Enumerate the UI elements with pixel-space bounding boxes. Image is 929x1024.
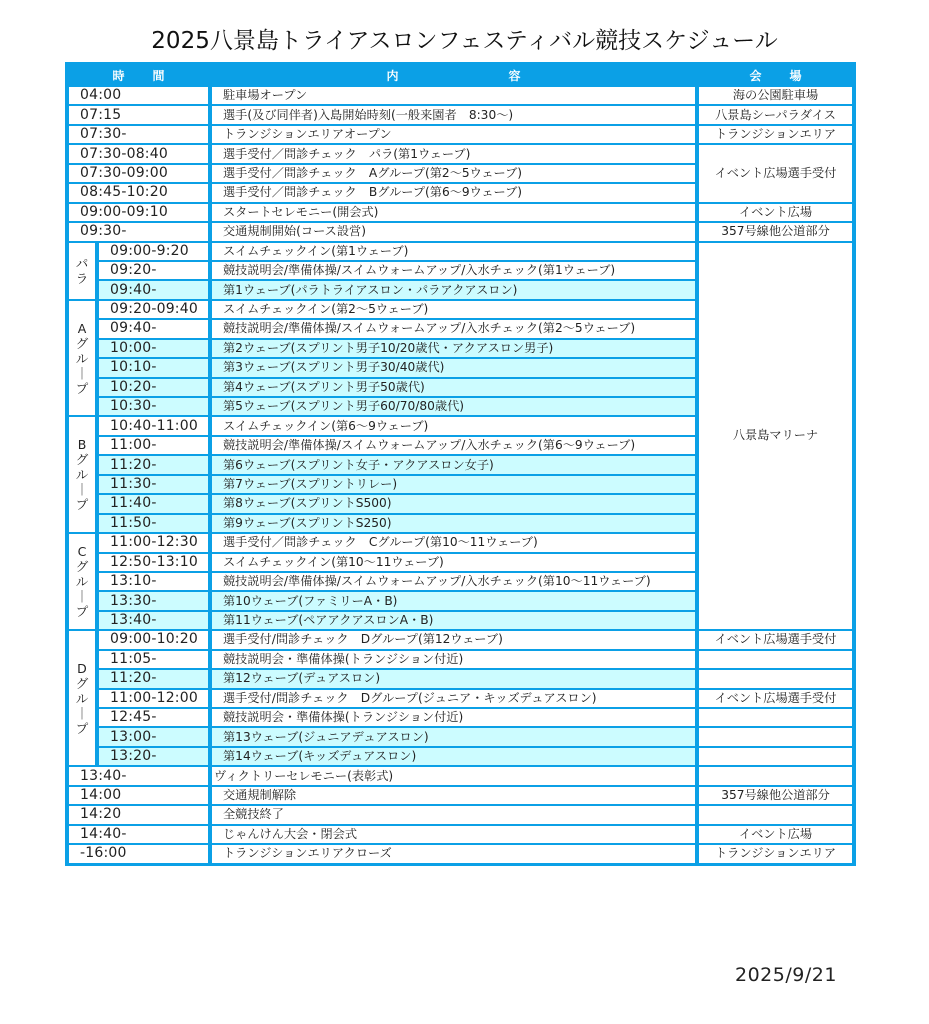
schedule-table (65, 62, 856, 866)
row-time: 11:40- (97, 494, 210, 513)
row-time: 09:20- (97, 261, 210, 280)
row-content: 選手受付／問診チェック パラ(第1ウェーブ) (210, 144, 697, 163)
row-content: ヴィクトリーセレモニー(表彰式) (210, 766, 697, 785)
row-time: 11:20- (97, 455, 210, 474)
row-venue: 357号線他公道部分 (697, 222, 854, 241)
row-time: 09:00-09:10 (67, 203, 210, 222)
row-content: 選手受付／問診チェック Bグループ(第6～9ウェーブ) (210, 183, 697, 202)
row-time: 11:00- (97, 436, 210, 455)
row-venue: イベント広場選手受付 (697, 689, 854, 708)
row-content: 第12ウェーブ(デュアスロン) (210, 669, 697, 688)
row-venue: 357号線他公道部分 (697, 786, 854, 805)
row-time: 14:40- (67, 825, 210, 844)
row-time: 09:40- (97, 319, 210, 338)
schedule-date: 2025/9/21 (735, 964, 837, 986)
row-venue: イベント広場 (697, 825, 854, 844)
row-content: 第9ウェーブ(スプリントS250) (210, 514, 697, 533)
row-content: 競技説明会/準備体操/スイムウォームアップ/入水チェック(第10～11ウェーブ) (210, 572, 697, 591)
row-venue: 八景島シーパラダイス (697, 105, 854, 124)
row-venue (697, 727, 854, 746)
row-content: 交通規制開始(コース設営) (210, 222, 697, 241)
row-content: 競技説明会/準備体操/スイムウォームアップ/入水チェック(第1ウェーブ) (210, 261, 697, 280)
table-row (67, 766, 854, 785)
row-content: 第2ウェーブ(スプリント男子10/20歳代・アクアスロン男子) (210, 339, 697, 358)
row-content: スイムチェックイン(第10～11ウェーブ) (210, 553, 697, 572)
group-label-a: A グ ル ｜ プ (67, 300, 97, 417)
row-time: 10:00- (97, 339, 210, 358)
row-venue: 海の公園駐車場 (697, 86, 854, 105)
row-content: 全競技終了 (210, 805, 697, 824)
row-time: 10:30- (97, 397, 210, 416)
table-row (67, 86, 854, 105)
row-time: 07:30- (67, 125, 210, 144)
row-time: 13:30- (97, 591, 210, 610)
row-time: 10:10- (97, 358, 210, 377)
row-content: 選手受付／問診チェック Cグループ(第10～11ウェーブ) (210, 533, 697, 552)
row-content: 第5ウェーブ(スプリント男子60/70/80歳代) (210, 397, 697, 416)
row-content: 第11ウェーブ(ペアアクアスロンA・B) (210, 611, 697, 630)
row-time: 14:00 (67, 786, 210, 805)
header-content (210, 64, 697, 86)
row-time: 09:30- (67, 222, 210, 241)
row-time: -16:00 (67, 844, 210, 863)
header-content-char-2: 容 (508, 68, 521, 83)
table-row (67, 242, 854, 261)
row-time: 09:00-10:20 (97, 630, 210, 649)
table-row (67, 689, 854, 708)
row-content: トランジションエリアクローズ (210, 844, 697, 863)
row-venue: トランジションエリア (697, 125, 854, 144)
header-time-char-2: 間 (152, 68, 165, 83)
row-content: 交通規制解除 (210, 786, 697, 805)
row-time: 12:45- (97, 708, 210, 727)
row-content: スタートセレモニー(開会式) (210, 203, 697, 222)
table-row (67, 825, 854, 844)
row-venue: イベント広場 (697, 203, 854, 222)
row-time: 11:50- (97, 514, 210, 533)
row-venue (697, 766, 854, 785)
row-content: スイムチェックイン(第6～9ウェーブ) (210, 416, 697, 435)
row-time: 13:00- (97, 727, 210, 746)
table-row (67, 222, 854, 241)
row-time: 09:00-9:20 (97, 242, 210, 261)
group-label-para: パ ラ (67, 242, 97, 300)
row-content: 選手受付/問診チェック Dグループ(第12ウェーブ) (210, 630, 697, 649)
venue-marina: 八景島マリーナ (697, 242, 854, 631)
row-time: 11:00-12:30 (97, 533, 210, 552)
row-time: 07:15 (67, 105, 210, 124)
table-row (67, 708, 854, 727)
row-time: 13:20- (97, 747, 210, 766)
row-content: 第8ウェーブ(スプリントS500) (210, 494, 697, 513)
row-time: 09:40- (97, 280, 210, 299)
group-label-c: C グ ル ｜ プ (67, 533, 97, 630)
table-row (67, 786, 854, 805)
row-content: 第4ウェーブ(スプリント男子50歳代) (210, 378, 697, 397)
table-row-highlight (67, 747, 854, 766)
row-content: 第3ウェーブ(スプリント男子30/40歳代) (210, 358, 697, 377)
group-label-b: B グ ル ｜ プ (67, 416, 97, 533)
header-time-char-1: 時 (112, 68, 125, 83)
row-content: 競技説明会・準備体操(トランジション付近) (210, 650, 697, 669)
table-row (67, 203, 854, 222)
row-venue: イベント広場選手受付 (697, 630, 854, 649)
table-row (67, 125, 854, 144)
row-venue (697, 708, 854, 727)
row-content: 第10ウェーブ(ファミリーA・B) (210, 591, 697, 610)
row-time: 11:00-12:00 (97, 689, 210, 708)
table-row (67, 144, 854, 163)
row-content: 選手(及び同伴者)入島開始時刻(一般来園者 8:30～) (210, 105, 697, 124)
row-time: 12:50-13:10 (97, 553, 210, 572)
row-time: 07:30-09:00 (67, 164, 210, 183)
row-venue (697, 805, 854, 824)
row-content: スイムチェックイン(第1ウェーブ) (210, 242, 697, 261)
row-time: 10:40-11:00 (97, 416, 210, 435)
row-content: 第1ウェーブ(パラトライアスロン・パラアクアスロン) (210, 280, 697, 299)
row-time: 13:40- (67, 766, 210, 785)
row-time: 07:30-08:40 (67, 144, 210, 163)
table-row-highlight (67, 669, 854, 688)
table-header-row (67, 64, 854, 86)
row-content: 第7ウェーブ(スプリントリレー) (210, 475, 697, 494)
row-time: 11:20- (97, 669, 210, 688)
table-row (67, 630, 854, 649)
row-time: 13:10- (97, 572, 210, 591)
row-time: 13:40- (97, 611, 210, 630)
row-content: 駐車場オープン (210, 86, 697, 105)
row-time: 11:05- (97, 650, 210, 669)
row-content: 第6ウェーブ(スプリント女子・アクアスロン女子) (210, 455, 697, 474)
row-time: 04:00 (67, 86, 210, 105)
header-venue (697, 64, 854, 86)
row-content: 競技説明会・準備体操(トランジション付近) (210, 708, 697, 727)
row-time: 10:20- (97, 378, 210, 397)
row-content: 選手受付/問診チェック Dグループ(ジュニア・キッズデュアスロン) (210, 689, 697, 708)
row-venue-merged: イベント広場選手受付 (697, 144, 854, 202)
row-venue (697, 747, 854, 766)
table-row (67, 844, 854, 863)
row-content: じゃんけん大会・閉会式 (210, 825, 697, 844)
row-content: 競技説明会/準備体操/スイムウォームアップ/入水チェック(第2～5ウェーブ) (210, 319, 697, 338)
row-time: 09:20-09:40 (97, 300, 210, 319)
header-venue-char-2: 場 (789, 68, 802, 83)
row-venue (697, 669, 854, 688)
row-time: 08:45-10:20 (67, 183, 210, 202)
row-content: 競技説明会/準備体操/スイムウォームアップ/入水チェック(第6～9ウェーブ) (210, 436, 697, 455)
header-time (67, 64, 210, 86)
row-content: 第13ウェーブ(ジュニアデュアスロン) (210, 727, 697, 746)
row-time: 14:20 (67, 805, 210, 824)
row-content: スイムチェックイン(第2～5ウェーブ) (210, 300, 697, 319)
group-label-d: D グ ル ｜ プ (67, 630, 97, 766)
page-title: 2025八景島トライアスロンフェスティバル競技スケジュール (151, 28, 778, 54)
row-content: 選手受付／問診チェック Aグループ(第2～5ウェーブ) (210, 164, 697, 183)
row-venue (697, 650, 854, 669)
row-content: 第14ウェーブ(キッズデュアスロン) (210, 747, 697, 766)
table-row (67, 650, 854, 669)
table-row (67, 805, 854, 824)
row-content: トランジションエリアオープン (210, 125, 697, 144)
table-row (67, 105, 854, 124)
table-row-highlight (67, 727, 854, 746)
row-time: 11:30- (97, 475, 210, 494)
row-venue: トランジションエリア (697, 844, 854, 863)
header-content-char-1: 内 (386, 68, 399, 83)
header-venue-char-1: 会 (749, 68, 762, 83)
